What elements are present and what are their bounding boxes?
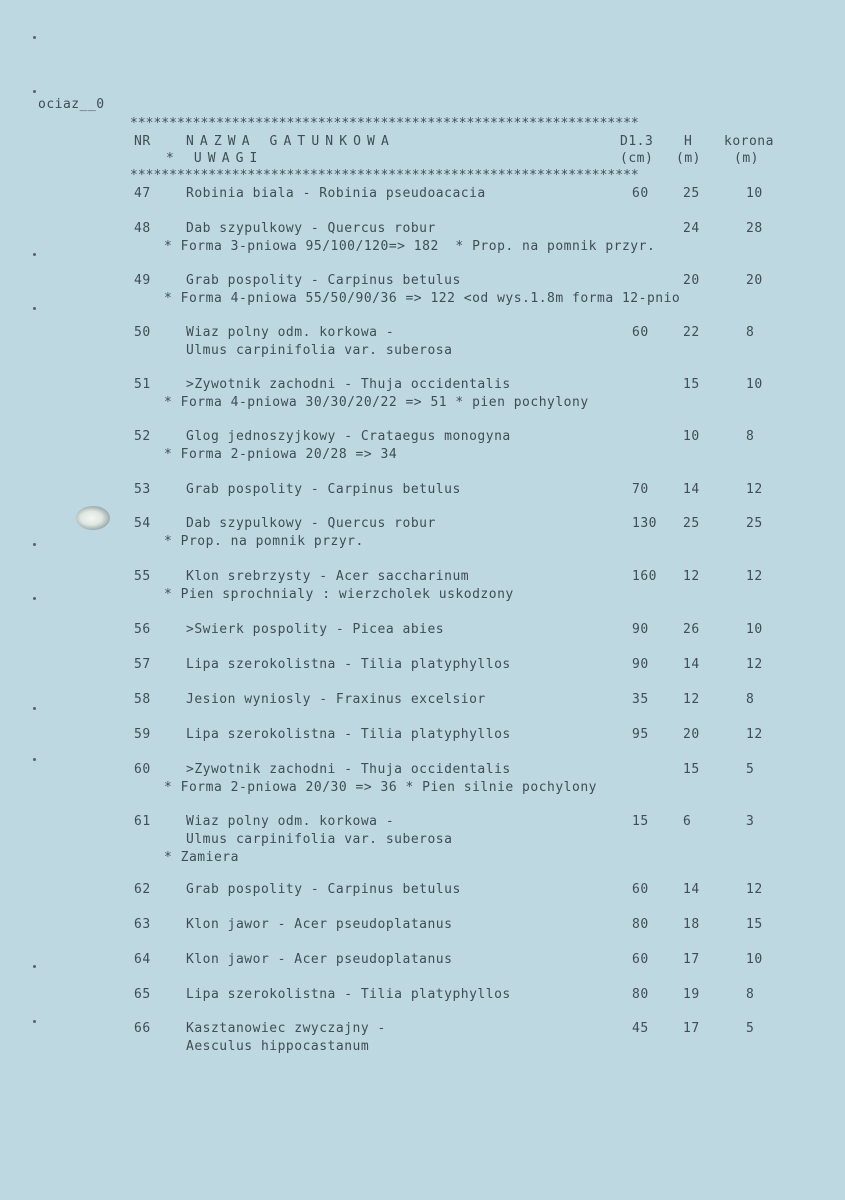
species-name: Lipa szerokolistna - Tilia platyphyllos xyxy=(186,727,511,742)
remark: * Zamiera xyxy=(164,850,239,865)
crown-value: 28 xyxy=(746,221,763,236)
height-value: 10 xyxy=(683,429,700,444)
species-name: Jesion wyniosly - Fraxinus excelsior xyxy=(186,692,486,707)
crown-value: 10 xyxy=(746,952,763,967)
diameter-value: 60 xyxy=(632,952,649,967)
height-value: 19 xyxy=(683,987,700,1002)
diameter-value: 130 xyxy=(632,516,657,531)
header-separator-top: ***************************************************************** xyxy=(130,116,639,131)
diameter-value: 60 xyxy=(632,186,649,201)
height-value: 20 xyxy=(683,273,700,288)
crown-value: 12 xyxy=(746,657,763,672)
species-name: Grab pospolity - Carpinus betulus xyxy=(186,882,461,897)
species-name: Ulmus carpinifolia var. suberosa xyxy=(186,832,453,847)
punch-mark xyxy=(33,758,36,761)
crown-value: 8 xyxy=(746,325,755,340)
row-number: 56 xyxy=(134,622,151,637)
crown-value: 3 xyxy=(746,814,755,829)
row-number: 65 xyxy=(134,987,151,1002)
height-value: 22 xyxy=(683,325,700,340)
height-value: 17 xyxy=(683,1021,700,1036)
height-value: 12 xyxy=(683,692,700,707)
header-height: H xyxy=(684,134,693,149)
row-number: 66 xyxy=(134,1021,151,1036)
remark: * Forma 2-pniowa 20/30 => 36 * Pien silnie pochylony xyxy=(164,780,597,795)
crown-value: 8 xyxy=(746,987,755,1002)
height-value: 6 xyxy=(683,814,692,829)
remark: * Prop. na pomnik przyr. xyxy=(164,534,364,549)
species-name: Wiaz polny odm. korkowa - xyxy=(186,814,395,829)
row-number: 58 xyxy=(134,692,151,707)
height-value: 26 xyxy=(683,622,700,637)
row-number: 50 xyxy=(134,325,151,340)
crown-value: 8 xyxy=(746,692,755,707)
row-number: 55 xyxy=(134,569,151,584)
species-name: Glog jednoszyjkowy - Crataegus monogyna xyxy=(186,429,511,444)
crown-value: 5 xyxy=(746,1021,755,1036)
height-value: 25 xyxy=(683,186,700,201)
species-name: Robinia biala - Robinia pseudoacacia xyxy=(186,186,486,201)
punch-mark xyxy=(33,253,36,256)
header-crown-unit: (m) xyxy=(734,151,759,166)
species-name: Dab szypulkowy - Quercus robur xyxy=(186,516,436,531)
header-diameter-unit: (cm) xyxy=(620,151,654,166)
row-number: 63 xyxy=(134,917,151,932)
species-name: >Zywotnik zachodni - Thuja occidentalis xyxy=(186,377,511,392)
punch-mark xyxy=(33,90,36,93)
header-remarks: * UWAGI xyxy=(166,151,264,166)
diameter-value: 160 xyxy=(632,569,657,584)
height-value: 25 xyxy=(683,516,700,531)
row-number: 64 xyxy=(134,952,151,967)
diameter-value: 90 xyxy=(632,657,649,672)
header-species-name: NAZWA GATUNKOWA xyxy=(186,134,395,149)
row-number: 62 xyxy=(134,882,151,897)
diameter-value: 60 xyxy=(632,325,649,340)
diameter-value: 70 xyxy=(632,482,649,497)
row-number: 60 xyxy=(134,762,151,777)
punch-mark xyxy=(33,1020,36,1023)
crown-value: 12 xyxy=(746,727,763,742)
diameter-value: 90 xyxy=(632,622,649,637)
species-name: Klon srebrzysty - Acer saccharinum xyxy=(186,569,470,584)
remark: * Forma 2-pniowa 20/28 => 34 xyxy=(164,447,398,462)
species-name: >Swierk pospolity - Picea abies xyxy=(186,622,445,637)
crown-value: 10 xyxy=(746,622,763,637)
paper-smudge xyxy=(76,506,110,530)
diameter-value: 80 xyxy=(632,917,649,932)
species-name: Lipa szerokolistna - Tilia platyphyllos xyxy=(186,657,511,672)
height-value: 15 xyxy=(683,377,700,392)
species-name: Klon jawor - Acer pseudoplatanus xyxy=(186,917,453,932)
species-name: Lipa szerokolistna - Tilia platyphyllos xyxy=(186,987,511,1002)
height-value: 14 xyxy=(683,482,700,497)
crown-value: 12 xyxy=(746,569,763,584)
punch-mark xyxy=(33,965,36,968)
species-name: Kasztanowiec zwyczajny - xyxy=(186,1021,386,1036)
punch-mark xyxy=(33,307,36,310)
row-number: 47 xyxy=(134,186,151,201)
crown-value: 10 xyxy=(746,377,763,392)
species-name: Grab pospolity - Carpinus betulus xyxy=(186,482,461,497)
punch-mark xyxy=(33,36,36,39)
height-value: 24 xyxy=(683,221,700,236)
height-value: 12 xyxy=(683,569,700,584)
crown-value: 12 xyxy=(746,482,763,497)
crown-value: 10 xyxy=(746,186,763,201)
height-value: 17 xyxy=(683,952,700,967)
diameter-value: 80 xyxy=(632,987,649,1002)
species-name: Dab szypulkowy - Quercus robur xyxy=(186,221,436,236)
height-value: 18 xyxy=(683,917,700,932)
row-number: 54 xyxy=(134,516,151,531)
species-name: Wiaz polny odm. korkowa - xyxy=(186,325,395,340)
header-height-unit: (m) xyxy=(676,151,701,166)
remark: * Forma 4-pniowa 55/50/90/36 => 122 <od wys.1.8m forma 12-pnio xyxy=(164,291,681,306)
document-reference: ociaz__0 xyxy=(38,97,105,112)
row-number: 48 xyxy=(134,221,151,236)
row-number: 57 xyxy=(134,657,151,672)
crown-value: 15 xyxy=(746,917,763,932)
diameter-value: 45 xyxy=(632,1021,649,1036)
header-crown: korona xyxy=(724,134,774,149)
height-value: 14 xyxy=(683,882,700,897)
remark: * Pien sprochnialy : wierzcholek uskodzony xyxy=(164,587,514,602)
height-value: 14 xyxy=(683,657,700,672)
row-number: 52 xyxy=(134,429,151,444)
header-separator-bottom: ***************************************************************** xyxy=(130,168,639,183)
height-value: 20 xyxy=(683,727,700,742)
row-number: 53 xyxy=(134,482,151,497)
punch-mark xyxy=(33,707,36,710)
species-name: Aesculus hippocastanum xyxy=(186,1039,370,1054)
crown-value: 12 xyxy=(746,882,763,897)
remark: * Forma 3-pniowa 95/100/120=> 182 * Prop. na pomnik przyr. xyxy=(164,239,656,254)
header-diameter: D1.3 xyxy=(620,134,654,149)
remark: * Forma 4-pniowa 30/30/20/22 => 51 * pien pochylony xyxy=(164,395,589,410)
species-name: Grab pospolity - Carpinus betulus xyxy=(186,273,461,288)
crown-value: 5 xyxy=(746,762,755,777)
species-name: Ulmus carpinifolia var. suberosa xyxy=(186,343,453,358)
diameter-value: 95 xyxy=(632,727,649,742)
row-number: 61 xyxy=(134,814,151,829)
punch-mark xyxy=(33,543,36,546)
diameter-value: 35 xyxy=(632,692,649,707)
diameter-value: 60 xyxy=(632,882,649,897)
height-value: 15 xyxy=(683,762,700,777)
diameter-value: 15 xyxy=(632,814,649,829)
species-name: >Zywotnik zachodni - Thuja occidentalis xyxy=(186,762,511,777)
row-number: 51 xyxy=(134,377,151,392)
crown-value: 25 xyxy=(746,516,763,531)
punch-mark xyxy=(33,597,36,600)
species-name: Klon jawor - Acer pseudoplatanus xyxy=(186,952,453,967)
crown-value: 8 xyxy=(746,429,755,444)
row-number: 59 xyxy=(134,727,151,742)
crown-value: 20 xyxy=(746,273,763,288)
header-nr: NR xyxy=(134,134,151,149)
row-number: 49 xyxy=(134,273,151,288)
